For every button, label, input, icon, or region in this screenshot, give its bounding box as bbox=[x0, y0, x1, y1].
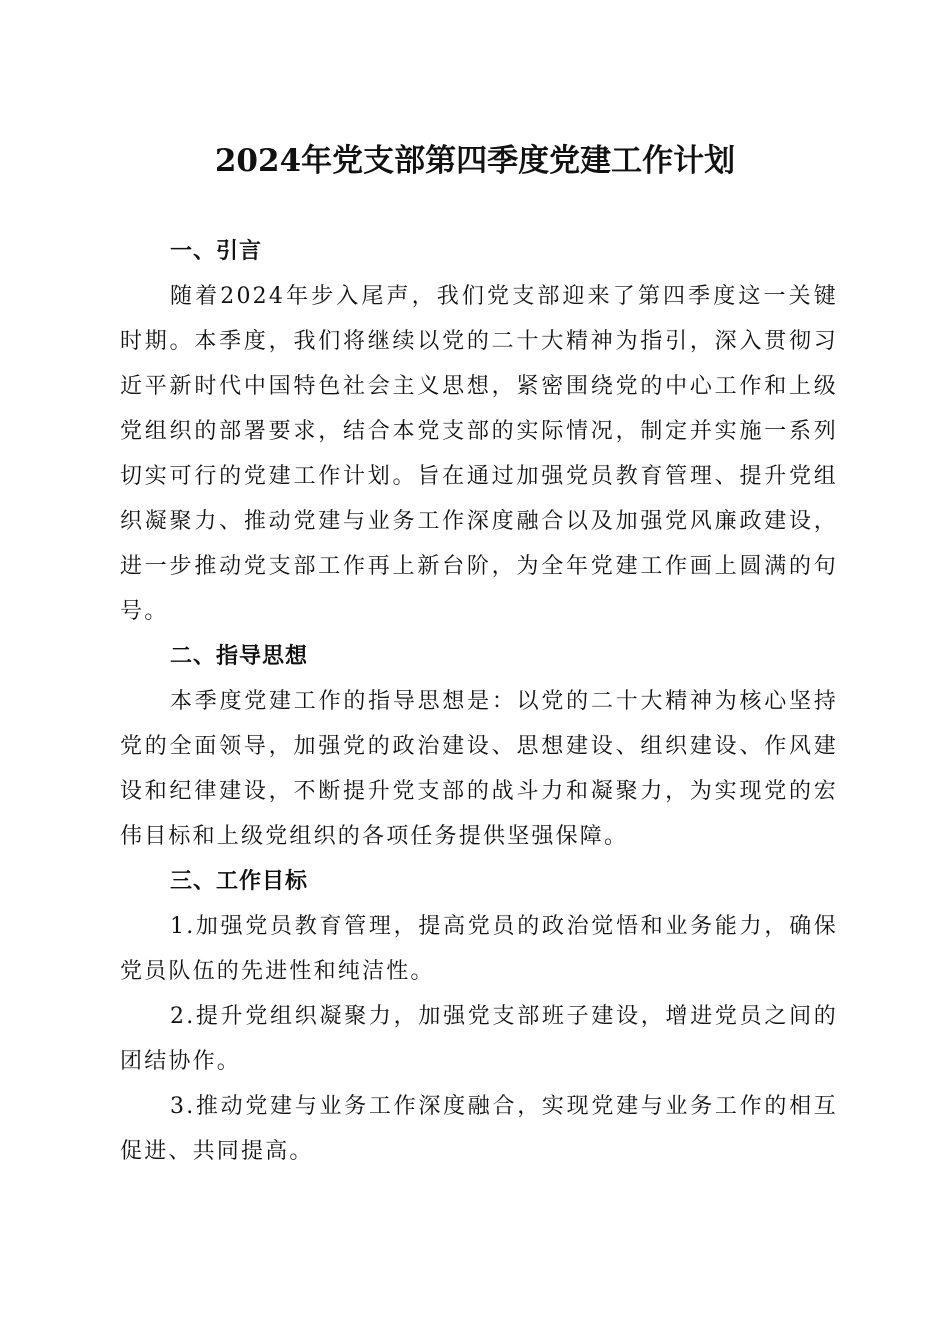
paragraph: 随着2024年步入尾声，我们党支部迎来了第四季度这一关键时期。本季度，我们将继续以党的二十大精神为指引，深入贯彻习近平新时代中国特色社会主义思想，紧密围绕党的中心工作和上级党组织的部署要求，结合本党支部的实际情况，制定并实施一系列切实可行的党建工作计划。旨在通过加强党员教育管理、提升党组织凝聚力、推动党建与业务工作深度融合以及加强党风廉政建设，进一步推动党支部工作再上新台阶，为全年党建工作画上圆满的句号。 bbox=[120, 284, 838, 624]
section-heading: 三、工作目标 bbox=[170, 869, 309, 894]
paragraph: 本季度党建工作的指导思想是：以党的二十大精神为核心坚持党的全面领导，加强党的政治建设、思想建设、组织建设、作风建设和纪律建设，不断提升党支部的战斗力和凝聚力，为实现党的宏伟目标和上级党组织的各项任务提供坚强保障。 bbox=[120, 689, 838, 849]
goal-item: 1.加强党员教育管理，提高党员的政治觉悟和业务能力，确保党员队伍的先进性和纯洁性。 bbox=[120, 914, 838, 984]
section-heading: 二、指导思想 bbox=[170, 644, 309, 669]
document-title: 2024年党支部第四季度党建工作计划 bbox=[214, 143, 736, 179]
document-body bbox=[120, 229, 838, 1174]
goal-item: 3.推动党建与业务工作深度融合，实现党建与业务工作的相互促进、共同提高。 bbox=[120, 1094, 838, 1164]
section-heading: 一、引言 bbox=[170, 239, 263, 264]
section-work-goals bbox=[120, 859, 838, 1174]
section-introduction bbox=[120, 229, 838, 634]
goal-item: 2.提升党组织凝聚力，加强党支部班子建设，增进党员之间的团结协作。 bbox=[120, 1004, 838, 1074]
section-guiding-ideology bbox=[120, 634, 838, 859]
